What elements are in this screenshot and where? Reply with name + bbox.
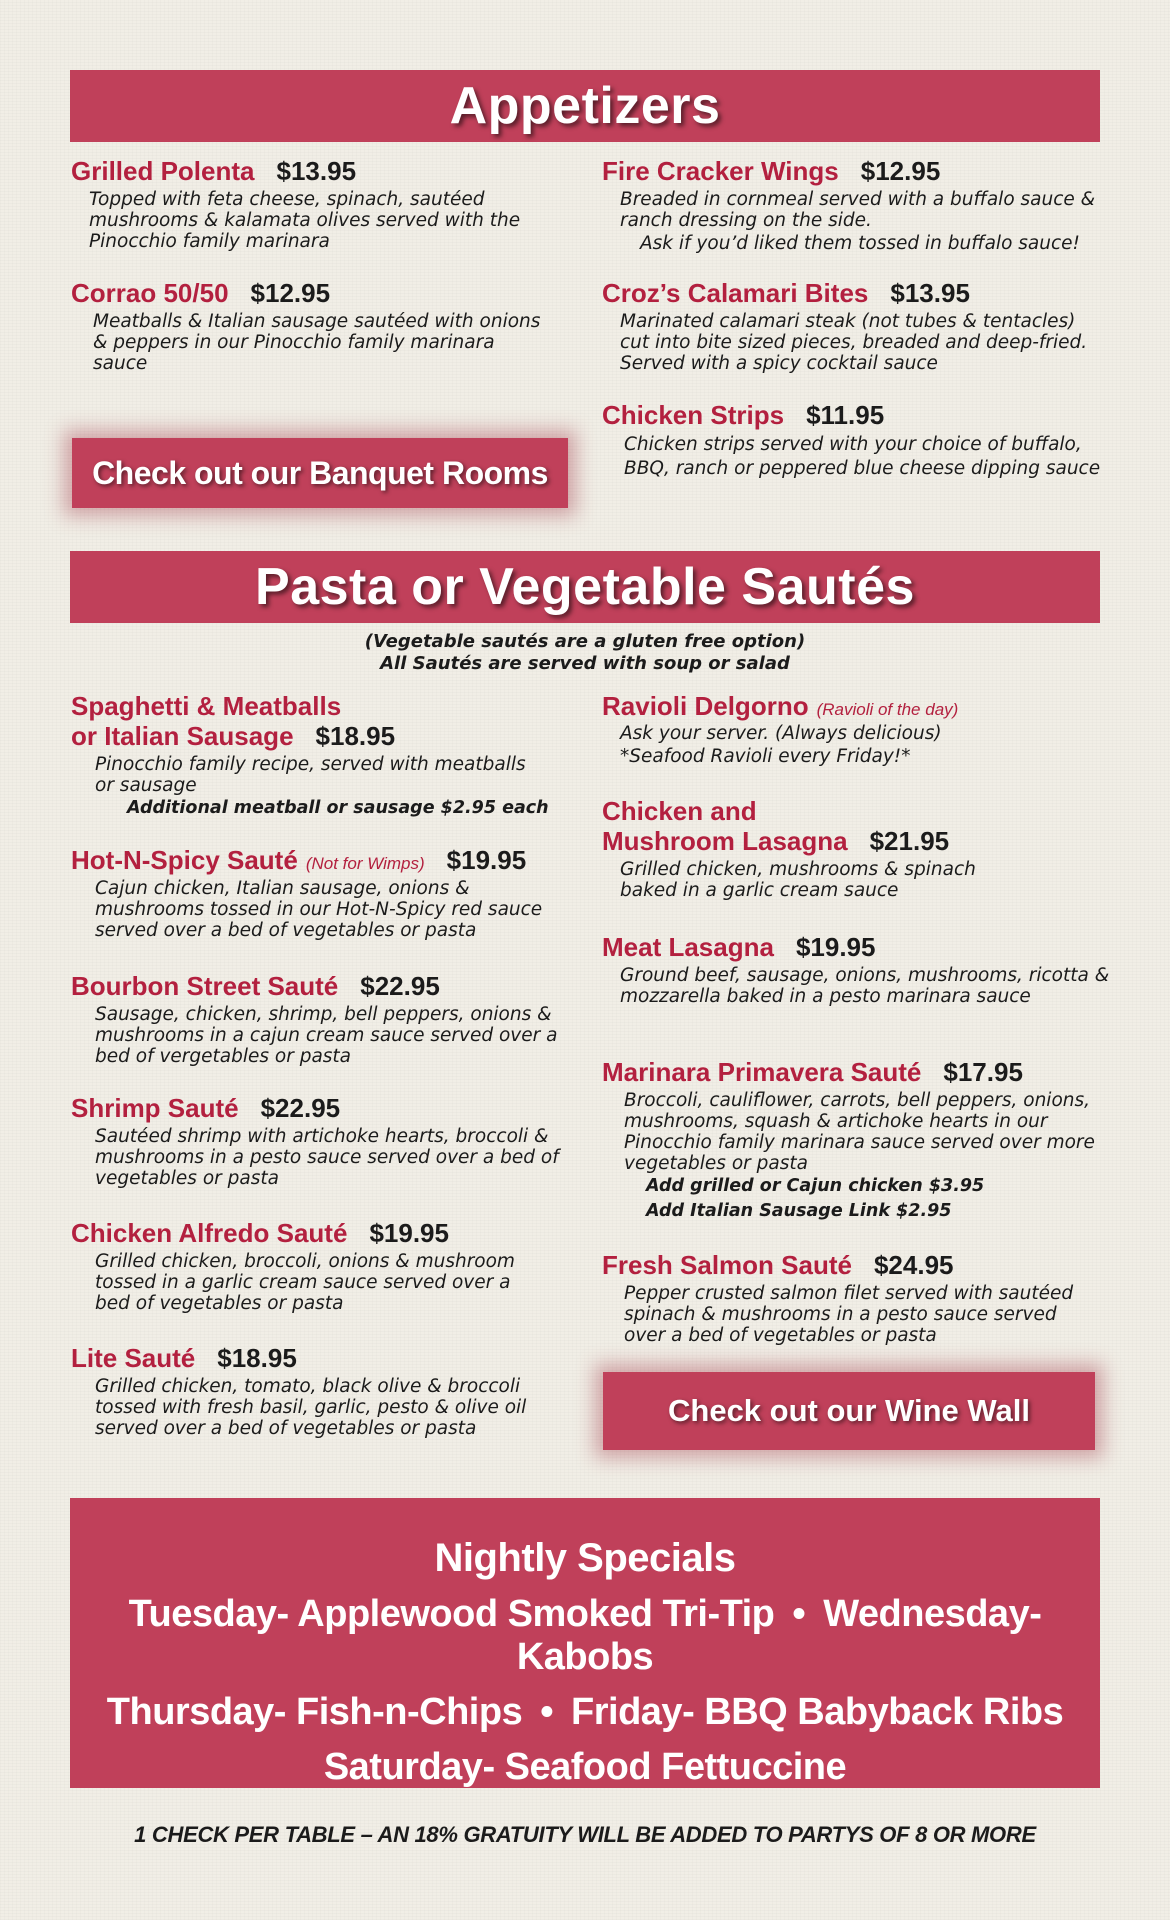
item-name: Croz’s Calamari Bites	[602, 278, 869, 308]
menu-item-shrimp-saute	[71, 1093, 571, 1189]
item-price: $12.95	[250, 278, 331, 308]
item-price: $17.95	[943, 1057, 1023, 1087]
specials-line-1	[70, 1593, 1100, 1679]
menu-item-ravioli-delgorno	[602, 692, 1112, 767]
item-price: $11.95	[806, 400, 885, 430]
separator-dot: •	[540, 1691, 554, 1733]
item-name: Grilled Polenta	[71, 156, 255, 186]
special-friday: Friday- BBQ Babyback Ribs	[571, 1691, 1064, 1733]
separator-dot: •	[792, 1593, 806, 1635]
menu-item-grilled-polenta	[71, 156, 571, 252]
item-name: Meat Lasagna	[602, 932, 774, 962]
menu-item-fire-cracker-wings	[602, 156, 1112, 254]
item-extra-note: Ask if you’d liked them tossed in buffalo sauce!	[640, 233, 1080, 254]
banquet-rooms-button[interactable]	[72, 438, 568, 508]
item-description: Marinated calamari steak (not tubes & tentacles) cut into bite sized pieces, breaded and deep-fried. Served with a spicy cocktail sauce	[620, 311, 1088, 374]
menu-item-corrao	[71, 278, 571, 374]
item-description: Sausage, chicken, shrimp, bell peppers, onions & mushrooms in a cajun cream sauce served over a bed of vergetables or pasta	[95, 1004, 558, 1067]
specials-title: Nightly Specials	[434, 1536, 736, 1580]
item-price: $13.95	[276, 156, 357, 186]
item-description: Meatballs & Italian sausage sautéed with onions & peppers in our Pinocchio family marinara sauce	[93, 311, 541, 374]
item-description: Topped with feta cheese, spinach, sautéed mushrooms & kalamata olives served with the Pinocchio family marinara	[89, 189, 521, 252]
item-description: Broccoli, cauliflower, carrots, bell peppers, onions, mushrooms, squash & artichoke hearts in our Pinocchio family marinara sauce served over more vegetables or pasta	[624, 1090, 1095, 1174]
pasta-title: Pasta or Vegetable Sautés	[255, 558, 915, 616]
item-price: $13.95	[890, 278, 970, 308]
item-description: Grilled chicken, mushrooms & spinach baked in a garlic cream sauce	[620, 859, 976, 901]
menu-item-chicken-alfredo	[71, 1218, 571, 1314]
item-description: Grilled chicken, tomato, black olive & broccoli tossed with fresh basil, garlic, pesto & olive oil served over a bed of vegetables or pasta	[95, 1376, 527, 1439]
specials-line-2	[70, 1691, 1100, 1734]
appetizers-banner	[70, 70, 1100, 142]
item-price: $19.95	[446, 845, 527, 875]
item-extra-chicken: Add grilled or Cajun chicken $3.95	[646, 1176, 985, 1196]
specials-line-3	[70, 1746, 1100, 1789]
pasta-subnote	[0, 631, 1170, 675]
item-name: Fire Cracker Wings	[602, 156, 839, 186]
banquet-rooms-label: Check out our Banquet Rooms	[92, 454, 548, 491]
item-name-line2: or Italian Sausage	[71, 721, 294, 751]
item-name: Shrimp Sauté	[71, 1093, 239, 1123]
menu-item-hot-n-spicy	[71, 845, 571, 941]
item-name: Fresh Salmon Sauté	[602, 1250, 852, 1280]
item-description: Chicken strips served with your choice of buffalo, BBQ, ranch or peppered blue cheese dipping sauce	[624, 434, 1101, 479]
gratuity-footer-note: 1 CHECK PER TABLE – AN 18% GRATUITY WILL BE ADDED TO PARTYS OF 8 OR MORE	[134, 1822, 1036, 1847]
item-description: Sautéed shrimp with artichoke hearts, broccoli & mushrooms in a pesto sauce served over a bed of vegetables or pasta	[95, 1126, 559, 1189]
special-wednesday: Wednesday- Kabobs	[516, 1593, 1042, 1678]
special-tuesday: Tuesday- Applewood Smoked Tri-Tip	[128, 1593, 775, 1635]
item-name: Lite Sauté	[71, 1343, 196, 1373]
item-name: Hot-N-Spicy Sauté	[71, 845, 298, 875]
item-name: Corrao 50/50	[71, 278, 229, 308]
item-name: Bourbon Street Sauté	[71, 971, 339, 1001]
menu-item-chicken-strips	[602, 400, 1112, 481]
item-note: (Ravioli of the day)	[816, 700, 959, 719]
appetizers-title: Appetizers	[449, 77, 721, 135]
nightly-specials-panel	[70, 1498, 1100, 1788]
wine-wall-label: Check out our Wine Wall	[668, 1393, 1030, 1428]
pasta-banner	[70, 551, 1100, 623]
item-price: $19.95	[795, 932, 876, 962]
item-name-line2: Mushroom Lasagna	[602, 826, 848, 856]
item-note: (Not for Wimps)	[305, 854, 425, 873]
gluten-free-note: (Vegetable sautés are a gluten free option)	[364, 631, 806, 652]
item-description: Ask your server. (Always delicious)	[620, 723, 942, 744]
item-price: $18.95	[315, 721, 396, 751]
item-name: Chicken Strips	[602, 400, 785, 430]
item-description: Cajun chicken, Italian sausage, onions & mushrooms tossed in our Hot-N-Spicy red sauce served over a bed of vegetables or pasta	[95, 878, 543, 941]
item-name: Chicken Alfredo Sauté	[71, 1218, 348, 1248]
menu-item-spaghetti-meatballs	[71, 692, 571, 821]
menu-item-bourbon-street	[71, 971, 571, 1067]
item-description: Grilled chicken, broccoli, onions & mushroom tossed in a garlic cream sauce served over a bed of vegetables or pasta	[95, 1251, 515, 1314]
item-price: $22.95	[260, 1093, 341, 1123]
item-name-line1: Chicken and	[602, 796, 757, 826]
soup-salad-note: All Sautés are served with soup or salad	[380, 653, 790, 674]
item-extra-note: Additional meatball or sausage $2.95 each	[127, 798, 549, 818]
item-description: Pinocchio family recipe, served with meatballs or sausage	[95, 754, 526, 796]
menu-item-calamari-bites	[602, 278, 1112, 374]
item-description: Pepper crusted salmon filet served with sautéed spinach & mushrooms in a pesto sauce served over a bed of vegetables or pasta	[624, 1283, 1074, 1346]
item-price: $22.95	[360, 971, 440, 1001]
item-price: $18.95	[217, 1343, 297, 1373]
item-price: $12.95	[860, 156, 941, 186]
wine-wall-button[interactable]	[603, 1372, 1095, 1450]
menu-item-meat-lasagna	[602, 932, 1112, 1007]
item-price: $19.95	[369, 1218, 449, 1248]
menu-item-fresh-salmon	[602, 1250, 1112, 1346]
special-saturday: Saturday- Seafood Fettuccine	[323, 1746, 847, 1788]
menu-item-lite-saute	[71, 1343, 571, 1439]
item-name: Marinara Primavera Sauté	[602, 1057, 922, 1087]
menu-item-marinara-primavera	[602, 1057, 1112, 1224]
item-name-line1: Spaghetti & Meatballs	[71, 691, 342, 721]
item-description: Ground beef, sausage, onions, mushrooms, ricotta & mozzarella baked in a pesto marinara sauce	[620, 965, 1110, 1007]
item-price: $24.95	[873, 1250, 954, 1280]
item-description: Breaded in cornmeal served with a buffalo sauce & ranch dressing on the side.	[620, 189, 1096, 231]
item-extra-sausage: Add Italian Sausage Link $2.95	[646, 1201, 952, 1221]
item-description-2: *Seafood Ravioli every Friday!*	[620, 746, 911, 767]
menu-item-chicken-mushroom-lasagna	[602, 797, 1112, 901]
special-thursday: Thursday- Fish-n-Chips	[106, 1691, 523, 1733]
item-name: Ravioli Delgorno	[602, 691, 809, 721]
item-price: $21.95	[869, 826, 950, 856]
